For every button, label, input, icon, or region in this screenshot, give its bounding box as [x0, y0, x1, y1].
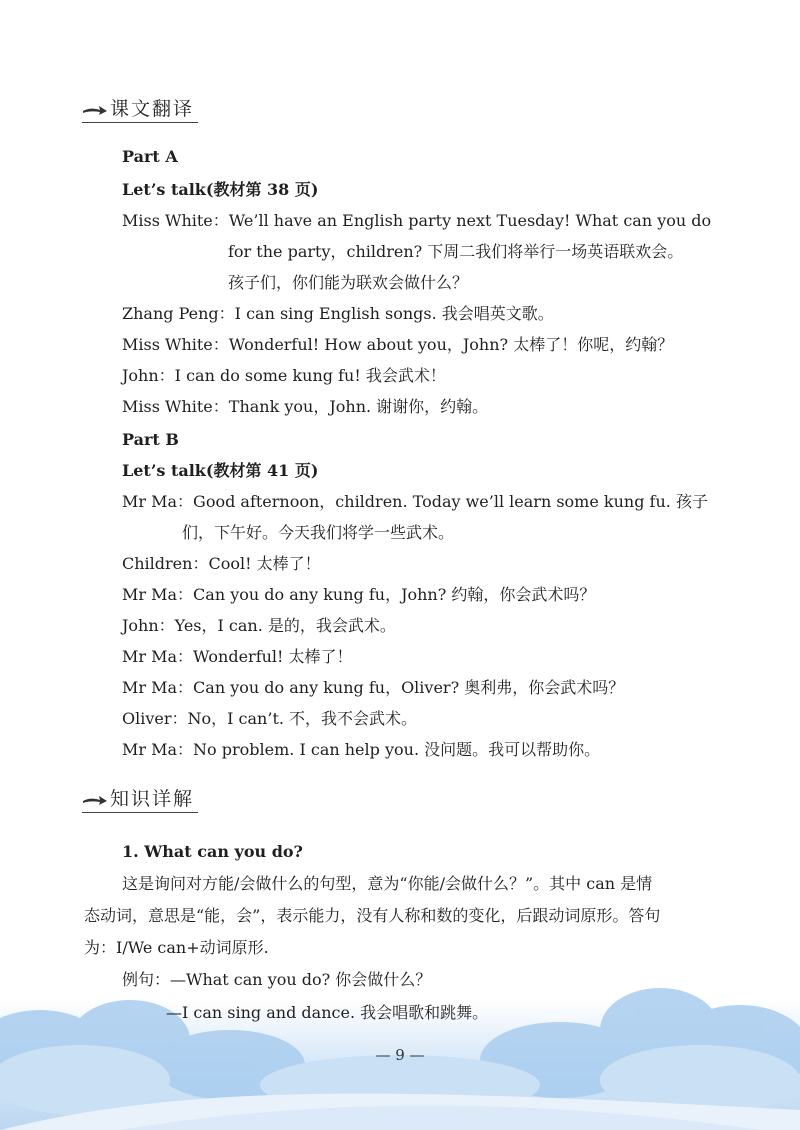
- dialog-line: Miss White：Wonderful! How about you，John? 太棒了！你呢，约翰？: [122, 335, 674, 354]
- section-header-knowledge: [82, 782, 198, 816]
- dialog-line: Mr Ma：Good afternoon，children. Today we’ll learn some kung fu. 孩子: [122, 492, 708, 511]
- section-underline: [82, 812, 198, 813]
- knowledge-item-title: 1. What can you do?: [122, 842, 303, 861]
- dialog-line: Children：Cool! 太棒了！: [122, 554, 321, 573]
- dialog-line: Zhang Peng：I can sing English songs. 我会唱英文歌。: [122, 304, 554, 323]
- page-number: — 9 —: [375, 1046, 425, 1064]
- dialog-line: Mr Ma：No problem. I can help you. 没问题。我可以帮助你。: [122, 740, 601, 759]
- dialog-line: Miss White：We’ll have an English party next Tuesday! What can you do: [122, 211, 712, 230]
- dialog-line: Mr Ma：Wonderful! 太棒了！: [122, 647, 353, 666]
- section-title: 课文翻译: [110, 98, 195, 120]
- dialog-line: 们，下午好。今天我们将学一些武术。: [182, 523, 455, 542]
- part-b-heading: Part B: [122, 430, 179, 449]
- part-b-subheading: Let’s talk(教材第 41 页): [122, 461, 319, 480]
- part-a-subheading: Let’s talk(教材第 38 页): [122, 180, 319, 199]
- dialog-line: John：Yes，I can. 是的，我会武术。: [122, 616, 396, 635]
- arrow-right-icon: [82, 792, 108, 806]
- section-header-translation: [82, 92, 198, 126]
- explanation-line: 态动词，意思是“能，会”，表示能力，没有人称和数的变化，后跟动词原形。答句: [84, 906, 661, 925]
- arrow-right-icon: [82, 102, 108, 116]
- dialog-line: for the party，children? 下周二我们将举行一场英语联欢会。: [228, 242, 684, 261]
- dialog-line: Oliver：No，I can’t. 不，我不会武术。: [122, 709, 418, 728]
- dialog-line: Mr Ma：Can you do any kung fu，Oliver? 奥利弗，你会武术吗？: [122, 678, 625, 697]
- section-title: 知识详解: [110, 788, 195, 810]
- explanation-line: 为：I/We can+动词原形.: [84, 938, 269, 957]
- section-underline: [82, 122, 198, 123]
- part-a-heading: Part A: [122, 147, 178, 166]
- explanation-line: 这是询问对方能/会做什么的句型，意为“你能/会做什么？”。其中 can 是情: [122, 874, 653, 893]
- example-question: 例句：—What can you do? 你会做什么？: [122, 970, 432, 989]
- example-answer: —I can sing and dance. 我会唱歌和跳舞。: [166, 1003, 489, 1022]
- dialog-line: 孩子们，你们能为联欢会做什么？: [228, 273, 469, 292]
- dialog-line: Miss White：Thank you，John. 谢谢你，约翰。: [122, 397, 489, 416]
- dialog-line: John：I can do some kung fu! 我会武术！: [122, 366, 446, 385]
- dialog-line: Mr Ma：Can you do any kung fu，John? 约翰，你会武术吗？: [122, 585, 596, 604]
